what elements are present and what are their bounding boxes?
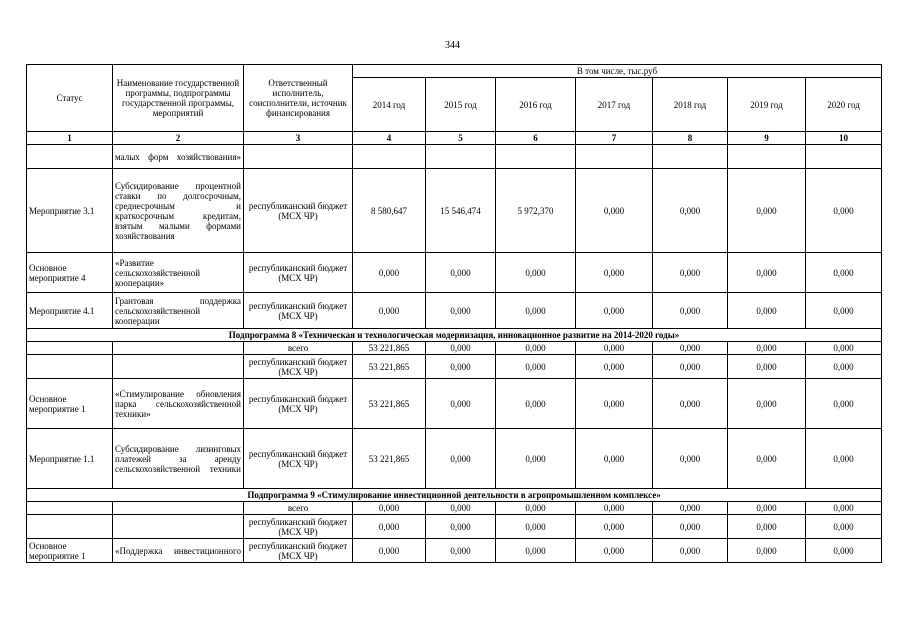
value-cell: 0,000 bbox=[426, 515, 496, 539]
value-cell: 0,000 bbox=[353, 293, 426, 329]
value-cell: 0,000 bbox=[576, 502, 653, 515]
value-cell: 0,000 bbox=[576, 169, 653, 253]
value-cell: 0,000 bbox=[353, 502, 426, 515]
table-row bbox=[27, 293, 882, 329]
column-number: 3 bbox=[244, 132, 353, 145]
value-cell: 0,000 bbox=[728, 429, 806, 489]
status-cell: Основное мероприятие 4 bbox=[27, 253, 113, 293]
status-cell bbox=[27, 145, 113, 169]
column-number: 10 bbox=[806, 132, 882, 145]
value-cell bbox=[496, 145, 576, 169]
value-cell: 0,000 bbox=[576, 515, 653, 539]
responsible-cell bbox=[244, 145, 353, 169]
column-number: 1 bbox=[27, 132, 113, 145]
responsible-cell: республиканский бюджет (МСХ ЧР) bbox=[244, 253, 353, 293]
column-number-row bbox=[27, 132, 882, 145]
value-cell: 0,000 bbox=[576, 379, 653, 429]
value-cell: 0,000 bbox=[728, 342, 806, 355]
status-cell bbox=[27, 515, 113, 539]
status-cell: Мероприятие 3.1 bbox=[27, 169, 113, 253]
table-row bbox=[27, 379, 882, 429]
value-cell: 0,000 bbox=[496, 355, 576, 379]
name-cell bbox=[113, 342, 244, 355]
name-cell: «Поддержка инвестиционного bbox=[113, 539, 244, 563]
value-cell: 0,000 bbox=[806, 355, 882, 379]
responsible-cell: республиканский бюджет (МСХ ЧР) bbox=[244, 429, 353, 489]
name-cell: малых форм хозяйствования» bbox=[113, 145, 244, 169]
value-cell: 0,000 bbox=[426, 379, 496, 429]
value-cell: 0,000 bbox=[496, 502, 576, 515]
value-cell: 0,000 bbox=[728, 253, 806, 293]
table-row bbox=[27, 145, 882, 169]
subprogram-title: Подпрограмма 9 «Стимулирование инвестиционной деятельности в агропромышленном комплексе» bbox=[27, 489, 882, 502]
table-row bbox=[27, 429, 882, 489]
subprogram-row bbox=[27, 489, 882, 502]
name-cell bbox=[113, 515, 244, 539]
value-cell bbox=[353, 145, 426, 169]
value-cell: 0,000 bbox=[806, 169, 882, 253]
column-number: 5 bbox=[426, 132, 496, 145]
value-cell: 53 221,865 bbox=[353, 355, 426, 379]
value-cell: 0,000 bbox=[426, 502, 496, 515]
header-year: 2019 год bbox=[728, 78, 806, 132]
responsible-cell: всего bbox=[244, 342, 353, 355]
value-cell: 0,000 bbox=[353, 253, 426, 293]
value-cell: 0,000 bbox=[728, 169, 806, 253]
value-cell: 0,000 bbox=[496, 342, 576, 355]
header-year: 2020 год bbox=[806, 78, 882, 132]
header-year: 2014 год bbox=[353, 78, 426, 132]
table-row bbox=[27, 355, 882, 379]
value-cell: 0,000 bbox=[653, 253, 728, 293]
value-cell: 53 221,865 bbox=[353, 429, 426, 489]
column-number: 6 bbox=[496, 132, 576, 145]
value-cell: 0,000 bbox=[496, 293, 576, 329]
value-cell: 0,000 bbox=[426, 355, 496, 379]
column-number: 9 bbox=[728, 132, 806, 145]
responsible-cell: республиканский бюджет (МСХ ЧР) bbox=[244, 293, 353, 329]
column-number: 2 bbox=[113, 132, 244, 145]
header-year: 2017 год bbox=[576, 78, 653, 132]
header-status: Статус bbox=[27, 65, 113, 132]
header-row-1 bbox=[27, 65, 882, 78]
table-row bbox=[27, 539, 882, 563]
value-cell: 5 972,370 bbox=[496, 169, 576, 253]
column-number: 8 bbox=[653, 132, 728, 145]
header-year: 2015 год bbox=[426, 78, 496, 132]
responsible-cell: всего bbox=[244, 502, 353, 515]
column-number: 4 bbox=[353, 132, 426, 145]
value-cell: 0,000 bbox=[426, 253, 496, 293]
table-row bbox=[27, 169, 882, 253]
status-cell: Основное мероприятие 1 bbox=[27, 539, 113, 563]
value-cell: 0,000 bbox=[576, 355, 653, 379]
value-cell: 0,000 bbox=[728, 355, 806, 379]
value-cell: 0,000 bbox=[806, 293, 882, 329]
value-cell: 0,000 bbox=[496, 379, 576, 429]
table-row bbox=[27, 502, 882, 515]
value-cell: 0,000 bbox=[653, 169, 728, 253]
value-cell: 0,000 bbox=[653, 515, 728, 539]
header-year: 2016 год bbox=[496, 78, 576, 132]
name-cell: Субсидирование процентной ставки по долгосрочным, среднесрочным и краткосрочным кредитам, взятым малыми формами хозяйствования bbox=[113, 169, 244, 253]
table-row bbox=[27, 253, 882, 293]
budget-table bbox=[26, 64, 882, 563]
value-cell: 0,000 bbox=[653, 502, 728, 515]
responsible-cell: республиканский бюджет (МСХ ЧР) bbox=[244, 355, 353, 379]
value-cell: 0,000 bbox=[728, 539, 806, 563]
value-cell: 0,000 bbox=[806, 379, 882, 429]
status-cell bbox=[27, 355, 113, 379]
responsible-cell: республиканский бюджет (МСХ ЧР) bbox=[244, 379, 353, 429]
value-cell: 0,000 bbox=[806, 429, 882, 489]
subprogram-title: Подпрограмма 8 «Техническая и технологическая модернизация, инновационное развитие на 2014-2020 годы» bbox=[27, 329, 882, 342]
name-cell: Субсидирование лизинговых платежей за аренду сельскохозяйственной техники bbox=[113, 429, 244, 489]
value-cell: 0,000 bbox=[728, 379, 806, 429]
header-group: В том числе, тыс.руб bbox=[353, 65, 882, 78]
subprogram-row bbox=[27, 329, 882, 342]
value-cell: 0,000 bbox=[426, 539, 496, 563]
value-cell: 0,000 bbox=[806, 539, 882, 563]
value-cell bbox=[426, 145, 496, 169]
value-cell: 0,000 bbox=[653, 429, 728, 489]
value-cell: 0,000 bbox=[653, 355, 728, 379]
value-cell: 0,000 bbox=[576, 539, 653, 563]
name-cell: «Стимулирование обновления парка сельскохозяйственной техники» bbox=[113, 379, 244, 429]
status-cell bbox=[27, 502, 113, 515]
status-cell: Мероприятие 4.1 bbox=[27, 293, 113, 329]
name-cell: «Развитие сельскохозяйственной кооперации» bbox=[113, 253, 244, 293]
value-cell: 0,000 bbox=[496, 253, 576, 293]
value-cell: 0,000 bbox=[426, 342, 496, 355]
value-cell: 0,000 bbox=[728, 515, 806, 539]
table-row bbox=[27, 515, 882, 539]
value-cell: 0,000 bbox=[426, 293, 496, 329]
name-cell: Грантовая поддержка сельскохозяйственной кооперации bbox=[113, 293, 244, 329]
value-cell bbox=[576, 145, 653, 169]
value-cell: 0,000 bbox=[576, 293, 653, 329]
value-cell: 15 546,474 bbox=[426, 169, 496, 253]
value-cell: 53 221,865 bbox=[353, 342, 426, 355]
value-cell: 0,000 bbox=[653, 539, 728, 563]
status-cell: Мероприятие 1.1 bbox=[27, 429, 113, 489]
value-cell: 53 221,865 bbox=[353, 379, 426, 429]
value-cell: 0,000 bbox=[576, 253, 653, 293]
value-cell: 0,000 bbox=[653, 342, 728, 355]
status-cell: Основное мероприятие 1 bbox=[27, 379, 113, 429]
page-number: 344 bbox=[445, 40, 460, 51]
responsible-cell: республиканский бюджет (МСХ ЧР) bbox=[244, 169, 353, 253]
name-cell bbox=[113, 355, 244, 379]
table-row bbox=[27, 342, 882, 355]
status-cell bbox=[27, 342, 113, 355]
value-cell: 0,000 bbox=[653, 293, 728, 329]
value-cell: 0,000 bbox=[496, 515, 576, 539]
value-cell: 0,000 bbox=[353, 539, 426, 563]
value-cell: 0,000 bbox=[728, 502, 806, 515]
column-number: 7 bbox=[576, 132, 653, 145]
responsible-cell: республиканский бюджет (МСХ ЧР) bbox=[244, 539, 353, 563]
value-cell: 0,000 bbox=[806, 502, 882, 515]
value-cell bbox=[728, 145, 806, 169]
name-cell bbox=[113, 502, 244, 515]
value-cell: 0,000 bbox=[653, 379, 728, 429]
header-responsible: Ответственный исполнитель, соисполнители, источник финансирования bbox=[244, 65, 353, 132]
value-cell: 0,000 bbox=[806, 253, 882, 293]
value-cell: 0,000 bbox=[576, 342, 653, 355]
header-name: Наименование государственной программы, подпрограммы государственной программы, мероприятий bbox=[113, 65, 244, 132]
value-cell: 0,000 bbox=[806, 515, 882, 539]
header-year: 2018 год bbox=[653, 78, 728, 132]
value-cell: 0,000 bbox=[728, 293, 806, 329]
value-cell: 0,000 bbox=[496, 539, 576, 563]
value-cell: 0,000 bbox=[576, 429, 653, 489]
value-cell: 0,000 bbox=[806, 342, 882, 355]
value-cell: 0,000 bbox=[353, 515, 426, 539]
value-cell: 0,000 bbox=[426, 429, 496, 489]
value-cell bbox=[806, 145, 882, 169]
responsible-cell: республиканский бюджет (МСХ ЧР) bbox=[244, 515, 353, 539]
value-cell: 8 580,647 bbox=[353, 169, 426, 253]
value-cell: 0,000 bbox=[496, 429, 576, 489]
value-cell bbox=[653, 145, 728, 169]
